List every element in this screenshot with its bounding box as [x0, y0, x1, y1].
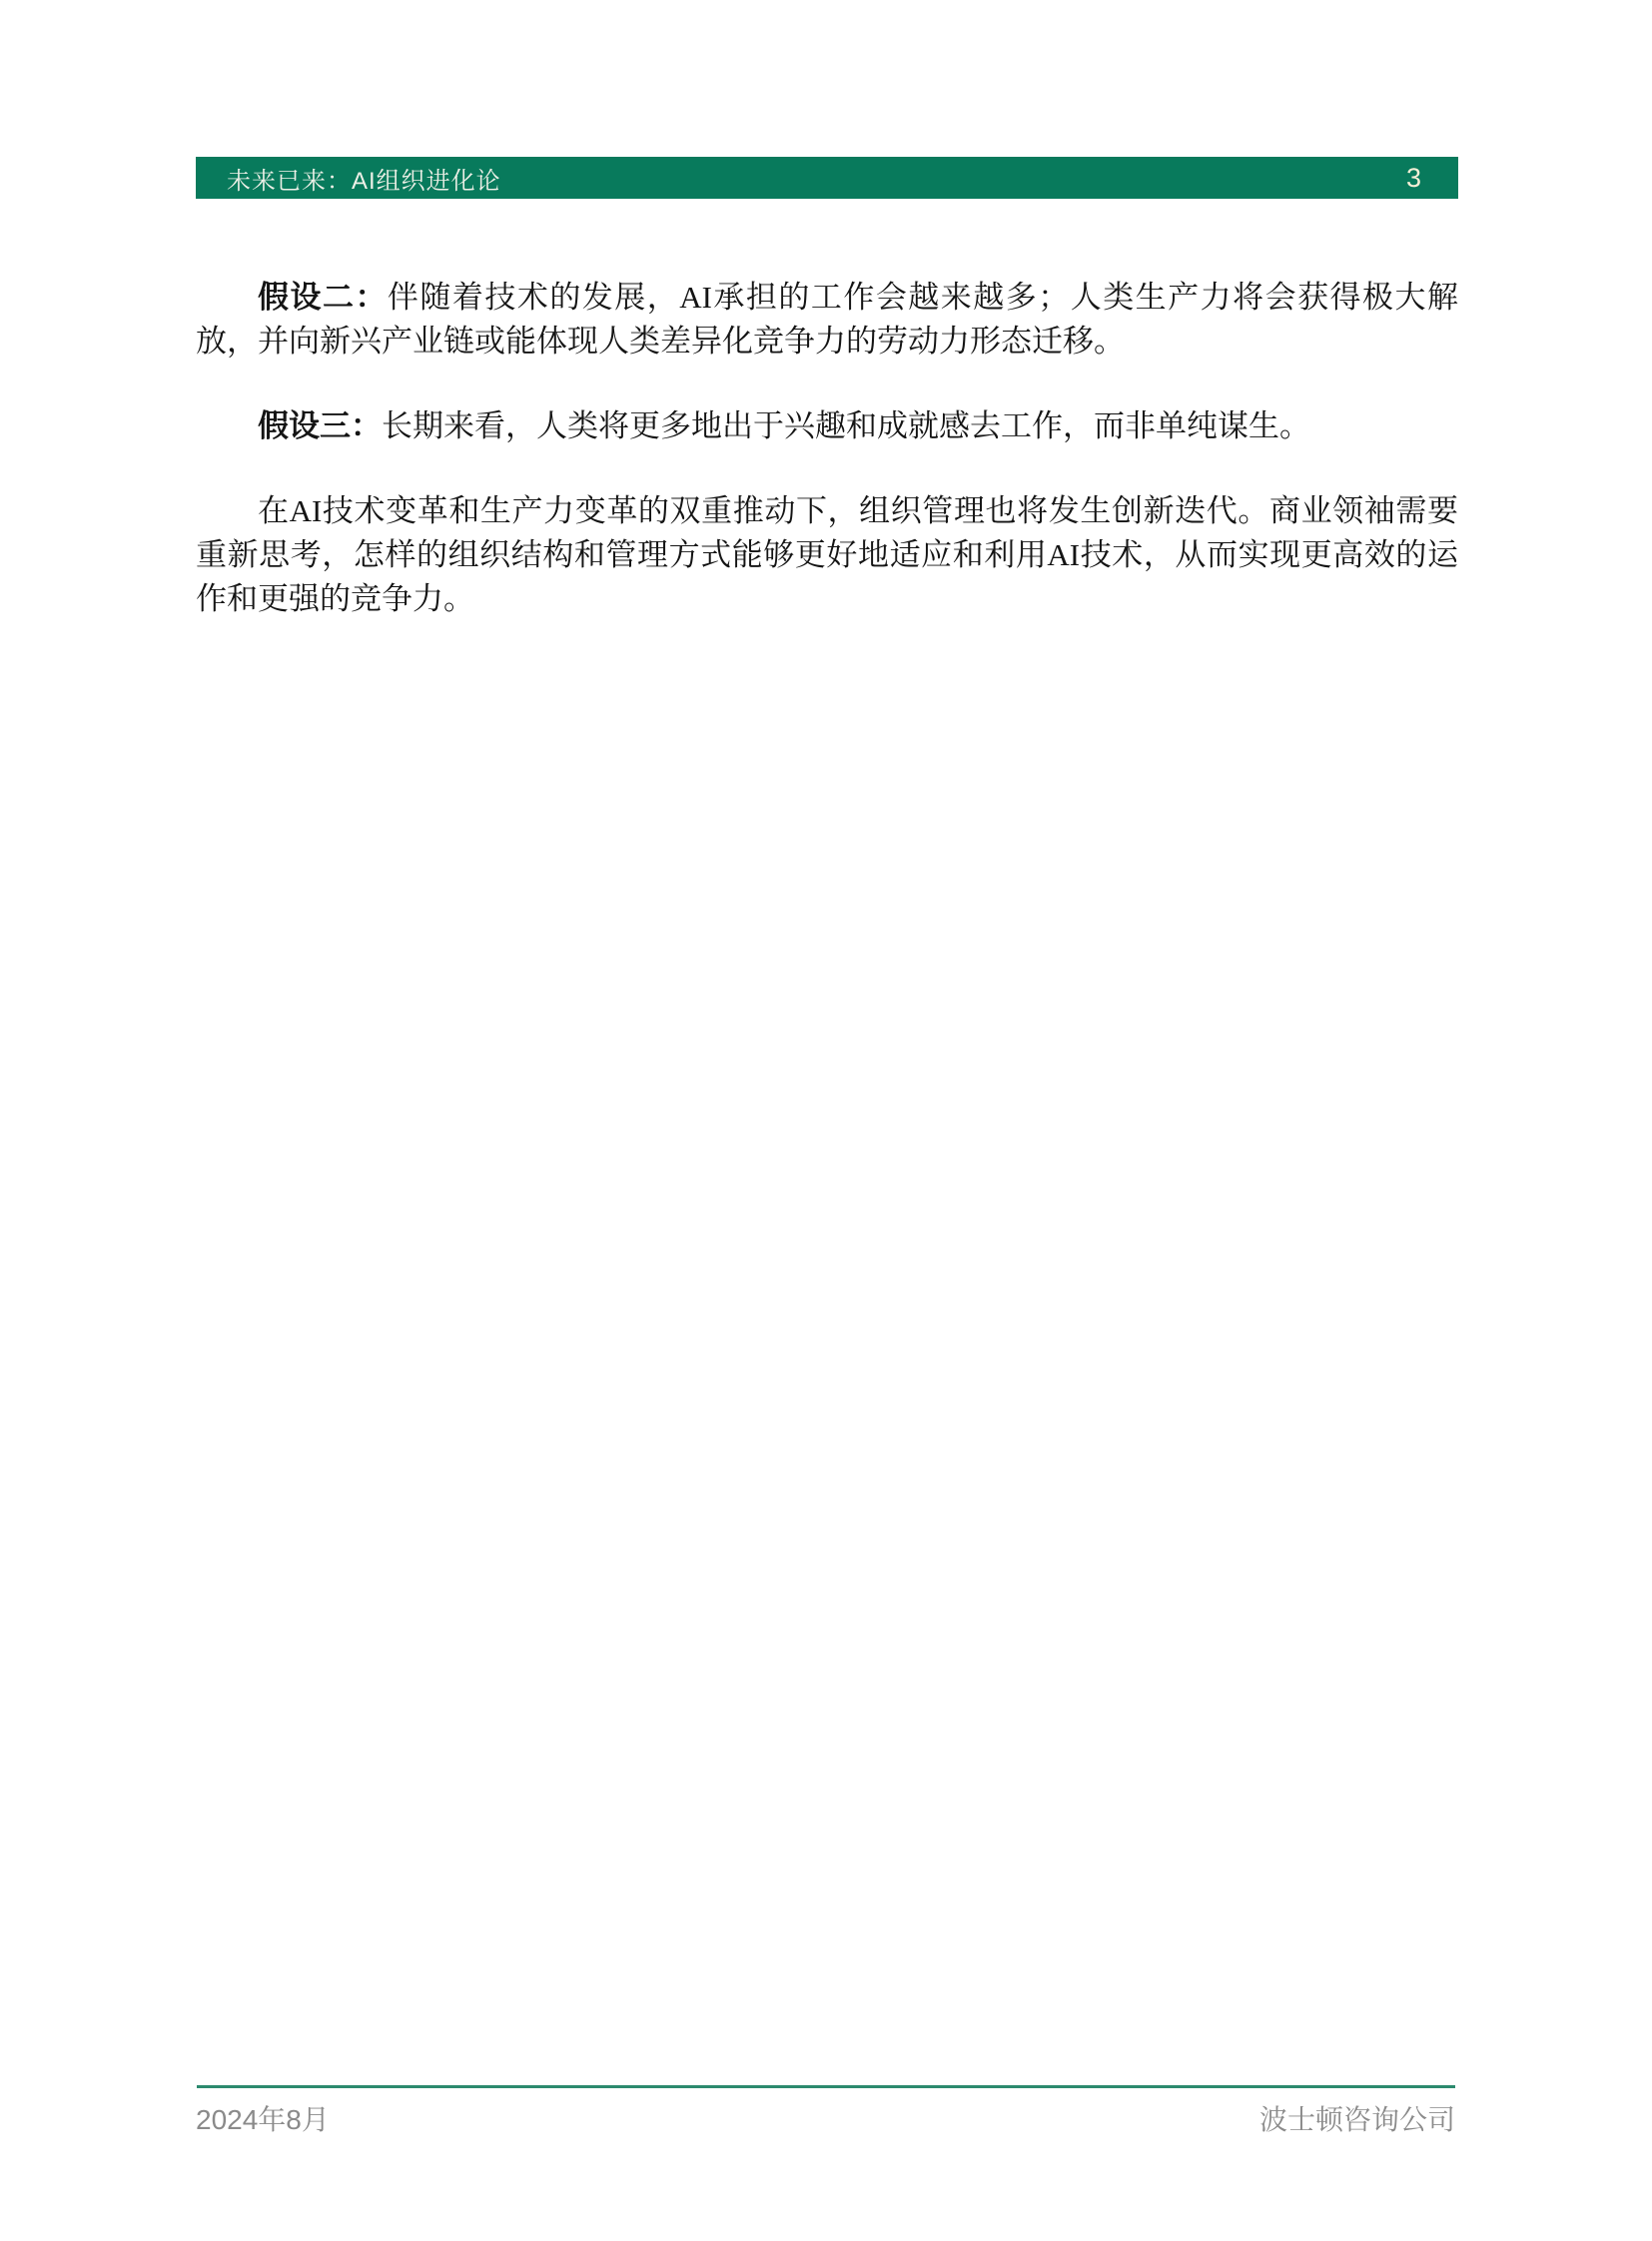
paragraph-text: 长期来看，人类将更多地出于兴趣和成就感去工作，而非单纯谋生。	[382, 408, 1310, 443]
paragraph-text: 在AI技术变革和生产力变革的双重推动下，组织管理也将发生创新迭代。商业领袖需要重新思考，怎样的组织结构和管理方式能够更好地适应和利用AI技术，从而实现更高效的运作和更强的竞争力。	[196, 493, 1458, 616]
paragraph-label: 假设二：	[258, 280, 388, 315]
header-bar	[196, 157, 1458, 199]
page-number: 3	[1405, 162, 1421, 193]
footer-divider	[197, 2085, 1455, 2088]
footer-date: 2024年8月	[196, 2104, 330, 2135]
body-content	[196, 276, 1458, 662]
paragraph-text: 伴随着技术的发展，AI承担的工作会越来越多；人类生产力将会获得极大解放，并向新兴产业链或能体现人类差异化竞争力的劳动力形态迁移。	[196, 280, 1458, 359]
footer-company: 波士顿咨询公司	[1258, 2104, 1455, 2135]
page-footer	[196, 2098, 1455, 2138]
paragraph-label: 假设三：	[258, 408, 382, 443]
paragraph-hypothesis-3	[196, 404, 1458, 448]
paragraph-conclusion	[196, 489, 1458, 621]
header-title: 未来已来：AI组织进化论	[227, 167, 501, 195]
paragraph-hypothesis-2	[196, 276, 1458, 364]
